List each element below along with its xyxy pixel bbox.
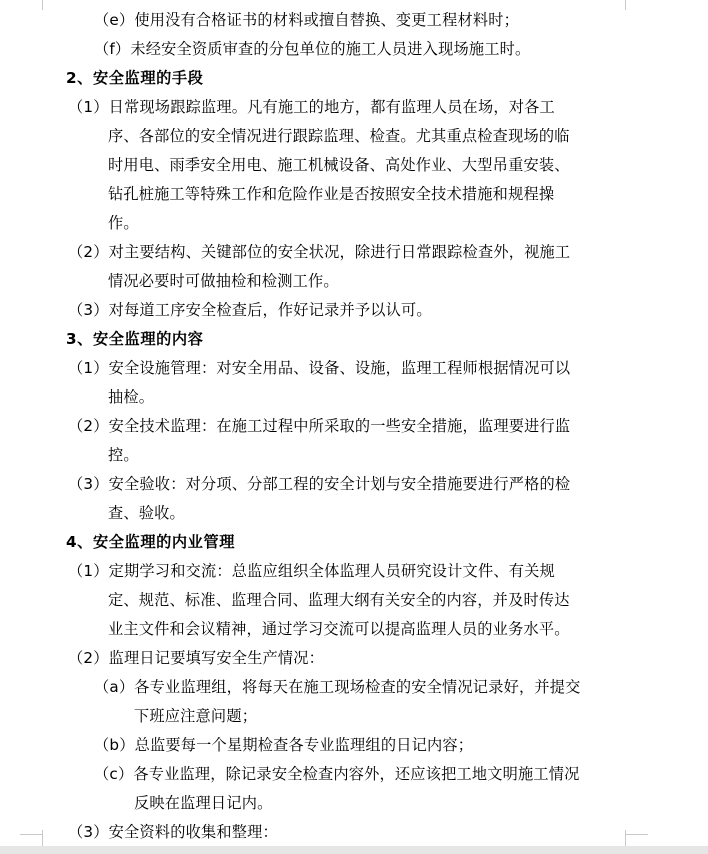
paragraph-3-3-line-1: （3）安全验收：对分项、分部工程的安全计划与安全措施要进行严格的检: [68, 475, 571, 493]
paragraph-3-2-line-1: （2）安全技术监理：在施工过程中所采取的一些安全措施，监理要进行监: [68, 417, 571, 435]
paragraph-2-2-line-2: 情况必要时可做抽检和检测工作。: [108, 272, 339, 290]
sub-item-c-line-1: （c）各专业监理，除记录安全检查内容外，还应该把工地文明施工情况: [94, 765, 580, 783]
paragraph-4-1-line-2: 定、规范、标准、监理合同、监理大纲有关安全的内容，并及时传达: [108, 591, 570, 609]
paragraph-2-1-line-2: 序、各部位的安全情况进行跟踪监理、检查。尤其重点检查现场的临: [108, 127, 570, 145]
crop-mark-bottom-right-h: [626, 834, 648, 835]
paragraph-4-3: （3）安全资料的收集和整理：: [68, 823, 278, 841]
paragraph-2-3: （3）对每道工序安全检查后，作好记录并予以认可。: [68, 301, 432, 319]
paragraph-3-1-line-2: 抽检。: [108, 388, 155, 406]
section-heading-4: 4、安全监理的内业管理: [66, 533, 236, 551]
section-heading-3: 3、安全监理的内容: [66, 330, 204, 348]
crop-mark-bottom-left-h: [20, 834, 42, 835]
sub-item-b: （b）总监要每一个星期检查各专业监理组的日记内容；: [94, 736, 474, 754]
paragraph-4-1-line-3: 业主文件和会议精神，通过学习交流可以提高监理人员的业务水平。: [108, 620, 570, 638]
paragraph-2-2-line-1: （2）对主要结构、关键部位的安全状况，除进行日常跟踪检查外，视施工: [68, 243, 571, 261]
paragraph-4-1-line-1: （1）定期学习和交流：总监应组织全体监理人员研究设计文件、有关规: [68, 562, 555, 580]
paragraph-2-1-line-4: 钻孔桩施工等特殊工作和危险作业是否按照安全技术措施和规程操: [108, 185, 555, 203]
paragraph-2-1-line-5: 作。: [108, 214, 139, 232]
paragraph-3-3-line-2: 查、验收。: [108, 504, 185, 522]
crop-mark-bottom-right-v: [625, 830, 626, 846]
sub-item-c-line-2: 反映在监理日记内。: [134, 794, 273, 812]
paragraph-3-2-line-2: 控。: [108, 446, 139, 464]
paragraph-4-2: （2）监理日记要填写安全生产情况：: [68, 649, 325, 667]
paragraph-2-1-line-1: （1）日常现场跟踪监理。凡有施工的地方，都有监理人员在场，对各工: [68, 98, 555, 116]
paragraph-2-1-line-3: 时用电、雨季安全用电、施工机械设备、高处作业、大型吊重安装、: [108, 156, 570, 174]
list-item-e: （e）使用没有合格证书的材料或擅自替换、变更工程材料时；: [94, 11, 520, 29]
sub-item-a-line-2: 下班应注意问题；: [134, 707, 258, 725]
list-item-f: （f）未经安全资质审查的分包单位的施工人员进入现场施工时。: [94, 40, 531, 58]
crop-mark-top-left-v: [42, 0, 43, 10]
crop-mark-bottom-left-v: [42, 830, 43, 846]
sub-item-a-line-1: （a）各专业监理组，将每天在施工现场检查的安全情况记录好，并提交: [94, 678, 581, 696]
paragraph-3-1-line-1: （1）安全设施管理：对安全用品、设备、设施，监理工程师根据情况可以: [68, 359, 571, 377]
crop-mark-top-right-v: [625, 0, 626, 10]
section-heading-2: 2、安全监理的手段: [66, 69, 204, 87]
page-bottom-edge: [0, 846, 708, 854]
